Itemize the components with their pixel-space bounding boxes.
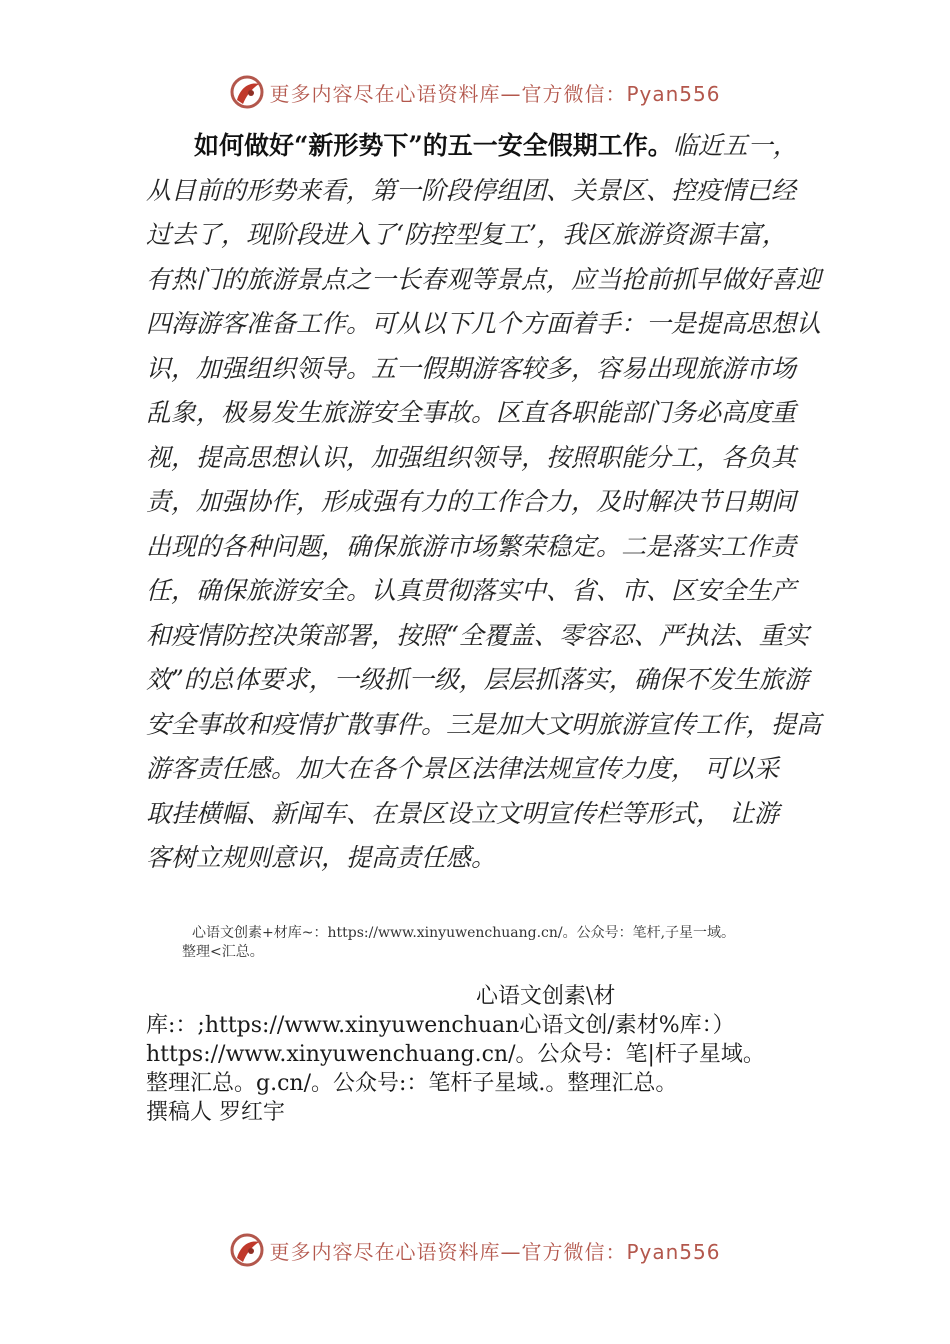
footer-line: https://www.xinyuwenchuang.cn/。公众号：笔|杆子星域。	[146, 1042, 765, 1067]
article-line: 效”的总体要求，一级抓一级，层层抓落实，确保不发生旅游	[146, 665, 809, 694]
article-line: 从目前的形势来看，第一阶段停组团、关景区、控疫情已经	[146, 175, 797, 205]
article-line: 任，确保旅游安全。认真贯彻落实中、省、市、区安全生产	[146, 576, 797, 605]
article-body	[146, 124, 826, 881]
article-line: 责，加强协作，形成强有力的工作合力，及时解决节日期间	[146, 487, 797, 516]
article-line: 客树立规则意识，提高责任感。	[146, 843, 497, 872]
article-lead: 如何做好“新形势下”的五一安全假期工作。	[194, 131, 673, 160]
article-line: 有热门的旅游景点之一长春观等景点，应当抢前抓早做好喜迎	[146, 264, 822, 294]
article-line: 游客责任感。加大在各个景区法律法规宣传力度， 可以采	[146, 754, 779, 783]
brand-logo-icon	[229, 74, 265, 110]
article-line: 取挂横幅、新闻车、在景区设立文明宣传栏等形式， 让游	[146, 798, 779, 828]
footer-line: 心语文创素\材	[476, 984, 616, 1009]
article-line: 出现的各种问题，确保旅游市场繁荣稳定。二是落实工作责	[146, 531, 797, 561]
article-first-line	[146, 124, 826, 169]
article-line: 和疫情防控决策部署，按照“全覆盖、零容忍、严执法、重实	[146, 620, 809, 650]
article-line: 四海游客准备工作。可从以下几个方面着手：一是提高思想认	[146, 309, 822, 338]
article-line: 乱象，极易发生旅游安全事故。区直各职能部门务必高度重	[146, 398, 797, 427]
article-line: 视，提高思想认识，加强组织领导，按照职能分工，各负其	[146, 442, 797, 472]
author-line: 撰稿人 罗红宇	[146, 1100, 285, 1125]
brand-logo-icon	[229, 1232, 265, 1268]
source-note-line: 心语文创素+材库~：https://www.xinyuwenchuang.cn/。公众号：笔杆,子星一域。	[192, 925, 736, 941]
footer-banner	[0, 1230, 950, 1270]
article-line: 临近五一，	[672, 131, 798, 160]
source-note-line: 整理<汇总。	[182, 944, 264, 960]
footer-line: 整理汇总。g.cn/。公众号:：笔杆子星域.。整理汇总。	[146, 1071, 678, 1096]
article-line: 安全事故和疫情扩散事件。三是加大文明旅游宣传工作，提高	[146, 709, 822, 739]
header-banner	[0, 72, 950, 112]
footer-block	[146, 982, 836, 1127]
banner-text: 更多内容尽在心语资料库—官方微信：Pyan556	[269, 1239, 721, 1264]
source-note	[182, 924, 842, 962]
article-line: 识，加强组织领导。五一假期游客较多，容易出现旅游市场	[146, 353, 797, 383]
footer-line: 库:：;https://www.xinyuwenchuan心语文创/素材%库：）	[146, 1013, 735, 1038]
banner-text: 更多内容尽在心语资料库—官方微信：Pyan556	[269, 81, 721, 106]
article-line: 过去了，现阶段进入了‘防控型复工’，我区旅游资源丰富，	[146, 220, 787, 249]
